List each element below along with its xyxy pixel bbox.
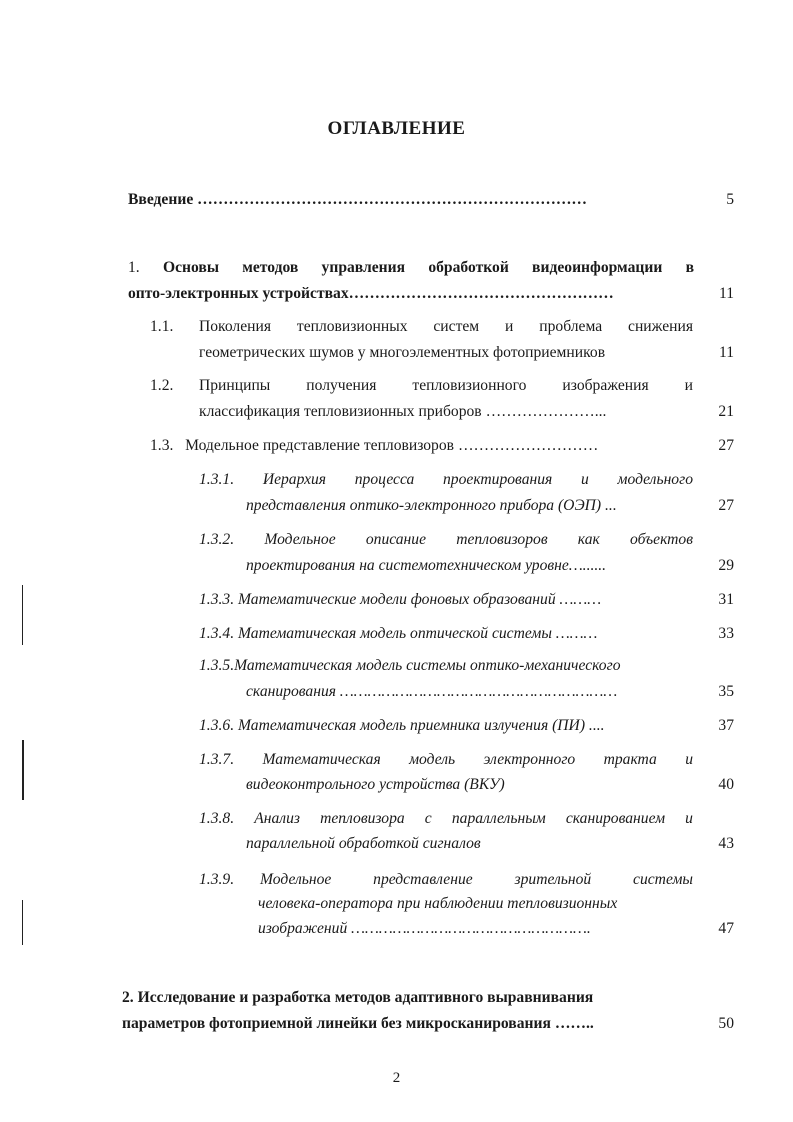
toc-entry-1-3-4[interactable]	[199, 624, 597, 644]
toc-entry-1-3-7-cont[interactable]: видеоконтрольного устройства (ВКУ)	[246, 776, 505, 793]
toc-entry-ch1-cont[interactable]	[128, 284, 614, 304]
toc-page-1-3-7: 40	[718, 776, 734, 793]
toc-entry-1-3-9[interactable]: Модельное представление зрительной системы	[260, 871, 693, 888]
toc-entry-label: представления оптико-электронного прибора (ОЭП)	[246, 497, 602, 514]
toc-entry-1-1[interactable]: Поколения тепловизионных систем и проблема снижения	[199, 318, 693, 335]
toc-entry-ch2[interactable]: 2. Исследование и разработка методов адаптивного выравнивания	[122, 989, 594, 1006]
toc-page-1-3-3: 31	[718, 591, 734, 608]
toc-page-1-2: 21	[718, 403, 734, 420]
scan-artifact-line	[22, 740, 24, 800]
toc-dots: …......	[568, 557, 607, 574]
toc-num-1-3-9: 1.3.9.	[199, 871, 235, 888]
toc-dots: ………	[555, 625, 598, 642]
toc-entry-1-3-5[interactable]	[199, 656, 621, 676]
toc-page-ch2: 50	[718, 1015, 734, 1032]
toc-entry-1-3-6[interactable]	[199, 716, 605, 736]
toc-entry-label: Математические модели фоновых образований	[238, 591, 556, 608]
toc-entry-label: Модельное представление тепловизоров	[185, 437, 455, 454]
toc-num: 1.3.	[150, 437, 174, 454]
scan-artifact-line	[22, 900, 23, 945]
toc-entry-label: Математическая модель системы оптико-механического	[234, 657, 621, 674]
toc-num-1-2: 1.2.	[150, 377, 174, 394]
toc-num: 1.3.6.	[199, 717, 235, 734]
toc-entry-label: параметров фотоприемной линейки без микросканирования	[122, 1015, 551, 1032]
toc-num: 1.3.8.	[199, 810, 235, 827]
toc-dots: ……………………………………………………	[339, 683, 618, 700]
toc-entry-ch1[interactable]	[128, 258, 694, 278]
toc-dots: ……………………………………………	[348, 285, 614, 302]
toc-page-1-3-6: 37	[718, 717, 734, 734]
toc-entry-1-2[interactable]: Принципы получения тепловизионного изображения и	[199, 377, 693, 394]
toc-page-1-3-8: 43	[718, 835, 734, 852]
toc-dots: ………………………	[457, 437, 599, 454]
page-title: ОГЛАВЛЕНИЕ	[327, 118, 466, 139]
toc-entry-label: сканирования	[246, 683, 336, 700]
toc-entry-1-2-cont[interactable]	[199, 402, 606, 422]
toc-entry-label: изображений	[258, 920, 348, 937]
toc-page-1-1: 11	[718, 344, 734, 361]
toc-dots: …………………………………………….	[351, 920, 591, 937]
toc-entry-ch2-cont[interactable]	[122, 1014, 594, 1034]
toc-entry-label: Введение	[128, 191, 194, 208]
toc-page-1-3-4: 33	[718, 625, 734, 642]
toc-entry-label: Анализ тепловизора с параллельным сканированием и	[254, 810, 693, 827]
toc-entry-1-3-8[interactable]	[199, 809, 693, 829]
toc-num: 1.3.1.	[199, 471, 235, 488]
toc-entry-label: Основы методов управления обработкой видеоинформации в	[162, 259, 694, 276]
toc-entry-1-3[interactable]	[150, 436, 598, 456]
toc-num: 1.3.3.	[199, 591, 235, 608]
toc-page-1-3-9: 47	[718, 920, 734, 937]
toc-entry-label: опто-электронных устройствах	[128, 285, 349, 302]
toc-page-1-3-5: 35	[718, 683, 734, 700]
toc-num: 1.3.5.	[199, 657, 235, 674]
toc-page-ch1: 11	[718, 285, 734, 302]
toc-entry-1-3-2-cont[interactable]	[246, 556, 606, 576]
toc-dots: ...	[605, 497, 617, 514]
toc-num: 1.3.4.	[199, 625, 235, 642]
toc-entry-1-3-5-cont[interactable]	[246, 682, 617, 702]
toc-entry-1-1-cont[interactable]: геометрических шумов у многоэлементных фотоприемников	[199, 344, 606, 361]
toc-dots: ………	[559, 591, 602, 608]
toc-entry-label: Математическая модель приемника излучения (ПИ)	[238, 717, 586, 734]
toc-page-intro: 5	[726, 191, 734, 208]
toc-num: 1.3.7.	[199, 751, 235, 768]
toc-dots: ……..	[554, 1015, 594, 1032]
toc-dots: ....	[588, 717, 605, 734]
scan-artifact-line	[22, 585, 23, 645]
toc-page-1-3: 27	[718, 437, 734, 454]
toc-num: 1.3.2.	[199, 531, 235, 548]
toc-entry-label: Математическая модель оптической системы	[238, 625, 552, 642]
toc-entry-intro[interactable]	[128, 190, 587, 210]
toc-dots: …………………...	[485, 403, 607, 420]
toc-entry-1-3-7[interactable]	[199, 750, 693, 770]
toc-dots: …………………………………………………………………	[197, 191, 587, 208]
toc-num-1-1: 1.1.	[150, 318, 174, 335]
toc-entry-label: Иерархия процесса проектирования и модельного	[262, 471, 693, 488]
toc-entry-1-3-2[interactable]	[199, 530, 693, 550]
toc-entry-label: проектирования на системотехническом уровне	[246, 557, 569, 574]
toc-page-1-3-1: 27	[718, 497, 734, 514]
toc-entry-label: Математическая модель электронного тракта и	[262, 751, 693, 768]
toc-entry-label: Модельное описание тепловизоров как объектов	[264, 531, 693, 548]
toc-entry-1-3-1-cont[interactable]	[246, 496, 617, 516]
toc-entry-1-3-3[interactable]	[199, 590, 601, 610]
toc-entry-1-3-9-cont[interactable]: человека-оператора при наблюдении тепловизионных	[258, 895, 618, 912]
toc-num: 1.	[128, 259, 140, 276]
toc-entry-1-3-1[interactable]	[199, 470, 693, 490]
page-number: 2	[392, 1070, 401, 1086]
toc-page-1-3-2: 29	[718, 557, 734, 574]
toc-entry-1-3-9-cont2[interactable]	[258, 919, 591, 939]
toc-entry-1-3-8-cont[interactable]: параллельной обработкой сигналов	[246, 835, 481, 852]
toc-entry-label: классификация тепловизионных приборов	[199, 403, 482, 420]
